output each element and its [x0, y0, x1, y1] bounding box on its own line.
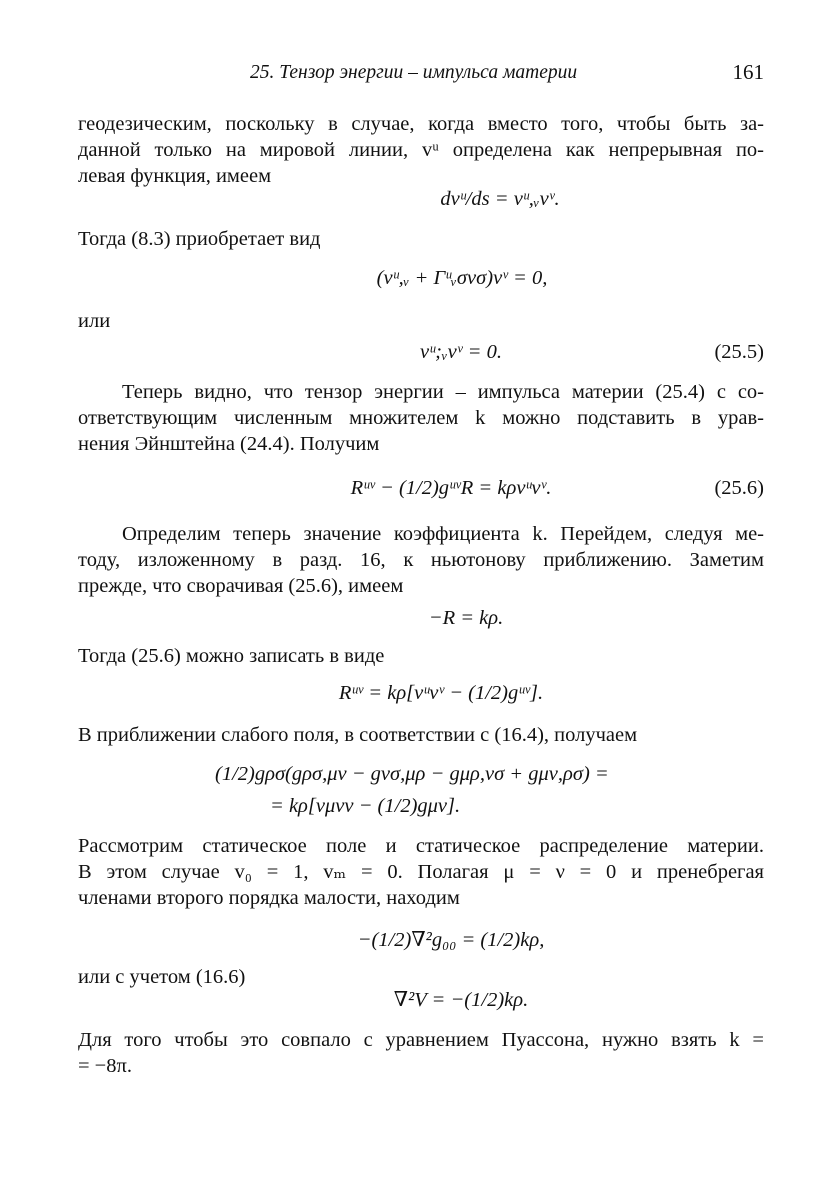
- paragraph-line: геодезическим, поскольку в случае, когда вместо того, чтобы быть за-: [78, 113, 764, 135]
- paragraph-line: ответствующим численным множителем k можно подставить в урав-: [78, 407, 764, 429]
- equation-line: (1/2)gρσ(gρσ,μν − gνσ,μρ − gμρ,νσ + gμν,ρσ) =: [215, 763, 609, 785]
- numbered-equation: [78, 338, 764, 366]
- equation-number: (25.6): [714, 477, 764, 499]
- paragraph-line: В этом случае v₀ = 1, vₘ = 0. Полагая μ = ν = 0 и пренебрегая: [78, 861, 764, 883]
- equation-number: (25.5): [714, 341, 764, 363]
- equation: (vᵘ,ᵥ + Γᵘᵥσvσ)vᵛ = 0,: [376, 267, 548, 289]
- paragraph-line: В приближении слабого поля, в соответствии с (16.4), получаем: [78, 724, 638, 746]
- paragraph-line: прежде, что сворачивая (25.6), имеем: [78, 575, 404, 597]
- paragraph-line: тоду, изложенному в разд. 16, к ньютонову приближению. Заметим: [78, 549, 764, 571]
- equation-line: = kρ[vμvν − (1/2)gμν].: [270, 795, 461, 817]
- paragraph-line: Тогда (25.6) можно записать в виде: [78, 645, 385, 667]
- paragraph-line: = −8π.: [78, 1055, 132, 1077]
- equation: dvᵘ/ds = vᵘ,ᵥvᵛ.: [440, 188, 560, 210]
- equation-body: vᵘ;ᵥvᵛ = 0.: [420, 341, 502, 363]
- paragraph-line: данной только на мировой линии, vᵘ определена как непрерывная по-: [78, 139, 764, 161]
- paragraph-line: или: [78, 310, 111, 332]
- equation: ∇²V = −(1/2)kρ.: [393, 989, 529, 1011]
- paragraph-line: левая функция, имеем: [78, 165, 272, 187]
- paragraph-line: Для того чтобы это совпало с уравнением Пуассона, нужно взять k =: [78, 1029, 764, 1051]
- paragraph-line: Тогда (8.3) приобретает вид: [78, 228, 321, 250]
- paragraph-line: Рассмотрим статическое поле и статическое распределение материи.: [78, 835, 764, 857]
- paragraph-line: нения Эйнштейна (24.4). Получим: [78, 433, 380, 455]
- running-title: 25. Тензор энергии – импульса материи: [250, 62, 578, 83]
- paragraph-line: или с учетом (16.6): [78, 966, 246, 988]
- equation: Rᵘᵛ = kρ[vᵘvᵛ − (1/2)gᵘᵛ].: [338, 682, 544, 704]
- numbered-equation: [78, 474, 764, 502]
- running-header: [78, 62, 764, 92]
- paragraph-line: Теперь видно, что тензор энергии – импульса материи (25.4) с со-: [122, 381, 764, 403]
- paragraph-line: членами второго порядка малости, находим: [78, 887, 460, 909]
- equation: −R = kρ.: [428, 607, 504, 629]
- equation: −(1/2)∇²g₀₀ = (1/2)kρ,: [357, 929, 545, 951]
- equation-body: Rᵘᵛ − (1/2)gᵘᵛR = kρvᵘvᵛ.: [350, 477, 552, 499]
- page-number: 161: [732, 60, 764, 84]
- paragraph-line: Определим теперь значение коэффициента k. Перейдем, следуя ме-: [122, 523, 764, 545]
